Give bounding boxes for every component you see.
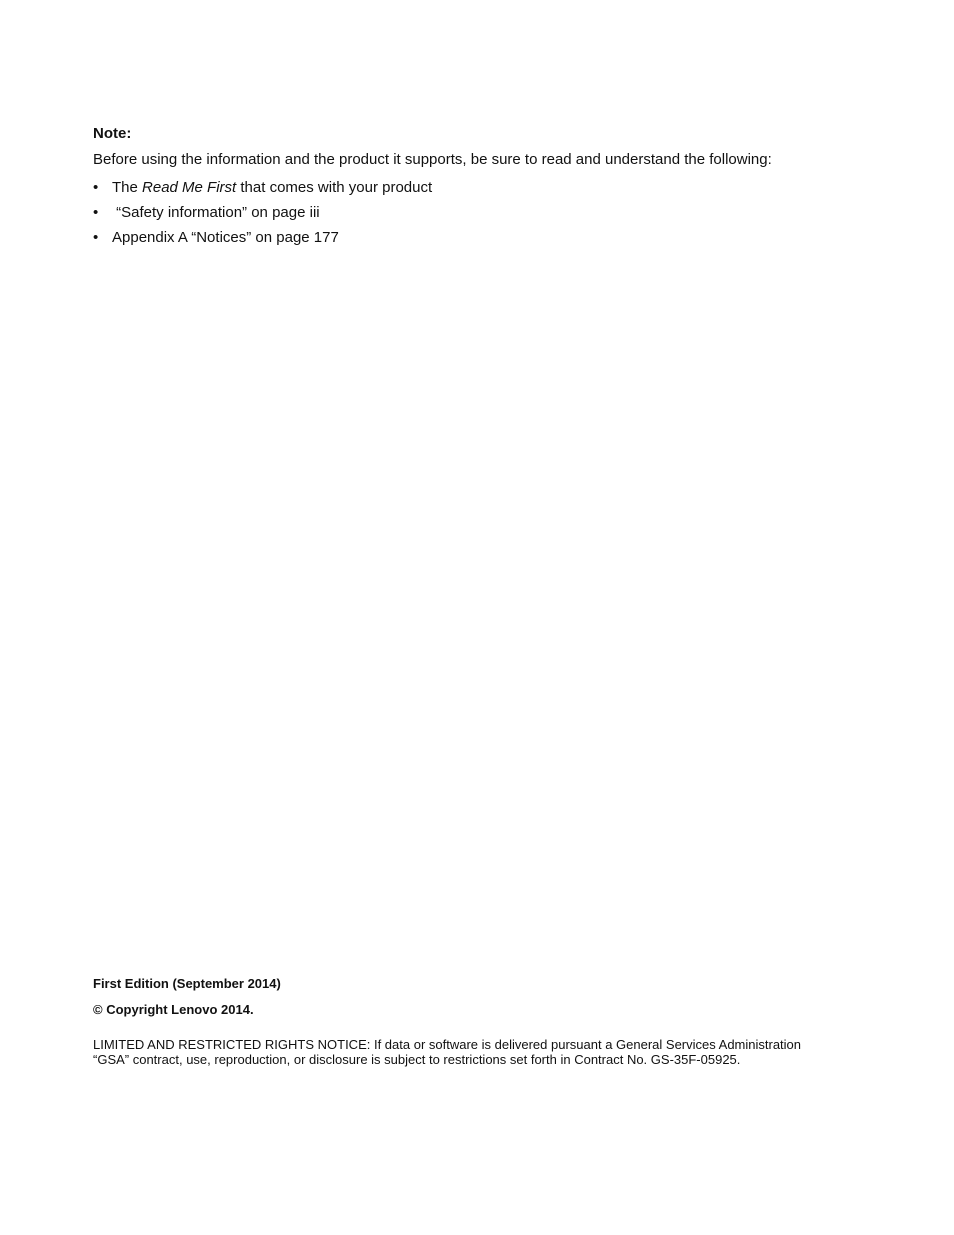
- bullet-glyph: •: [93, 204, 99, 221]
- list-item-appendix-notices: [93, 228, 893, 248]
- edition-line: First Edition (September 2014): [93, 976, 281, 991]
- edition-section: [93, 975, 873, 1067]
- rights-notice-line-2: “GSA” contract, use, reproduction, or disclosure is subject to restrictions set forth in Contract No. GS-35F-05925.: [93, 1052, 741, 1067]
- rights-notice-line-1: LIMITED AND RESTRICTED RIGHTS NOTICE: If data or software is delivered pursuant a General Services Administration: [93, 1037, 802, 1052]
- item-text: “Safety information” on page iii: [112, 204, 320, 221]
- rights-notice: [93, 1037, 873, 1067]
- note-list: [93, 178, 893, 248]
- note-intro: Before using the information and the product it supports, be sure to read and understand the following:: [93, 151, 772, 168]
- item-emphasis: Read Me First: [142, 179, 237, 196]
- list-item-read-me-first: [93, 178, 893, 198]
- item-prefix: The: [112, 179, 143, 196]
- note-section: [93, 124, 893, 253]
- item-text: Appendix A “Notices” on page 177: [112, 229, 339, 246]
- note-heading: Note:: [93, 125, 132, 142]
- copyright-line: © Copyright Lenovo 2014.: [93, 1002, 254, 1017]
- bullet-glyph: •: [93, 229, 99, 246]
- item-suffix: that comes with your product: [236, 179, 433, 196]
- list-item-safety-information: [93, 203, 893, 223]
- bullet-glyph: •: [93, 179, 99, 196]
